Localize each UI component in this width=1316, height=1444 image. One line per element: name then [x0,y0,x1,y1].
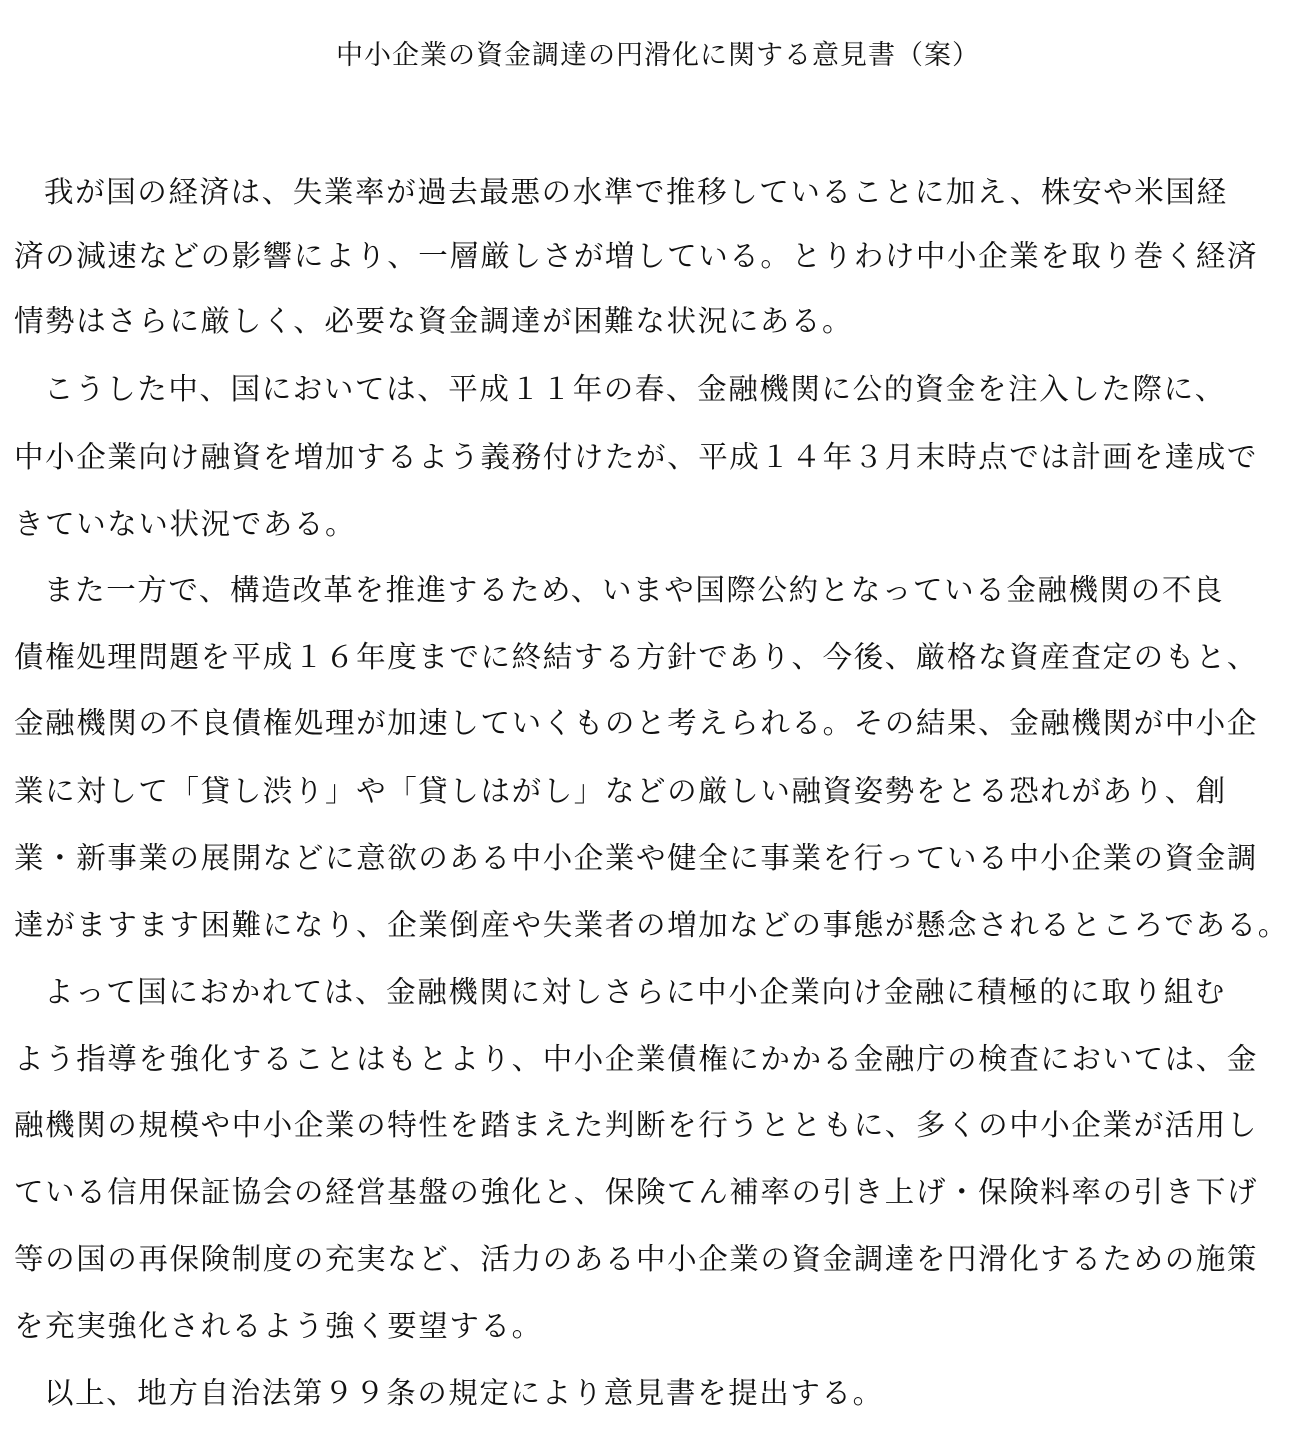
document-title: 中小企業の資金調達の円滑化に関する意見書（案） [336,40,980,71]
paragraph-4-line-6: を充実強化されるよう強く要望する。 [14,1309,543,1343]
paragraph-3-line-2: 債権処理問題を平成１６年度までに終結する方針であり、今後、厳格な資産査定のもと、 [14,640,1259,674]
paragraph-3-line-1: また一方で、構造改革を推進するため、いまや国際公約となっている金融機関の不良 [44,573,1225,607]
paragraph-3-line-3: 金融機関の不良債権処理が加速していくものと考えられる。その結果、金融機関が中小企 [14,706,1259,740]
paragraph-4-line-1: よって国におかれては、金融機関に対しさらに中小企業向け金融に積極的に取り組む [44,975,1226,1009]
paragraph-4-line-2: よう指導を強化することはもとより、中小企業債権にかかる金融庁の検査においては、金 [14,1042,1259,1076]
paragraph-1-line-3: 情勢はさらに厳しく、必要な資金調達が困難な状況にある。 [14,304,854,338]
paragraph-1-line-1: 我が国の経済は、失業率が過去最悪の水準で推移していることに加え、株安や米国経 [44,175,1228,209]
paragraph-2-line-2: 中小企業向け融資を増加するよう義務付けたが、平成１４年３月末時点では計画を達成で [14,440,1259,474]
paragraph-4-line-5: 等の国の再保険制度の充実など、活力のある中小企業の資金調達を円滑化するための施策 [14,1242,1259,1276]
closing-line: 以上、地方自治法第９９条の規定により意見書を提出する。 [44,1376,884,1410]
paragraph-3-line-5: 業・新事業の展開などに意欲のある中小企業や健全に事業を行っている中小企業の資金調 [14,841,1259,875]
paragraph-3-line-6: 達がますます困難になり、企業倒産や失業者の増加などの事態が懸念されるところである。 [14,908,1289,942]
paragraph-2-line-1: こうした中、国においては、平成１１年の春、金融機関に公的資金を注入した際に、 [44,372,1226,406]
paragraph-1-line-2: 済の減速などの影響により、一層厳しさが増している。とりわけ中小企業を取り巻く経済 [14,239,1258,273]
paragraph-4-line-4: ている信用保証協会の経営基盤の強化と、保険てん補率の引き上げ・保険料率の引き下げ [14,1175,1258,1209]
paragraph-2-line-3: きていない状況である。 [14,507,357,541]
paragraph-3-line-4: 業に対して「貸し渋り」や「貸しはがし」などの厳しい融資姿勢をとる恐れがあり、創 [14,774,1227,808]
paragraph-4-line-3: 融機関の規模や中小企業の特性を踏まえた判断を行うとともに、多くの中小企業が活用し [14,1108,1259,1142]
